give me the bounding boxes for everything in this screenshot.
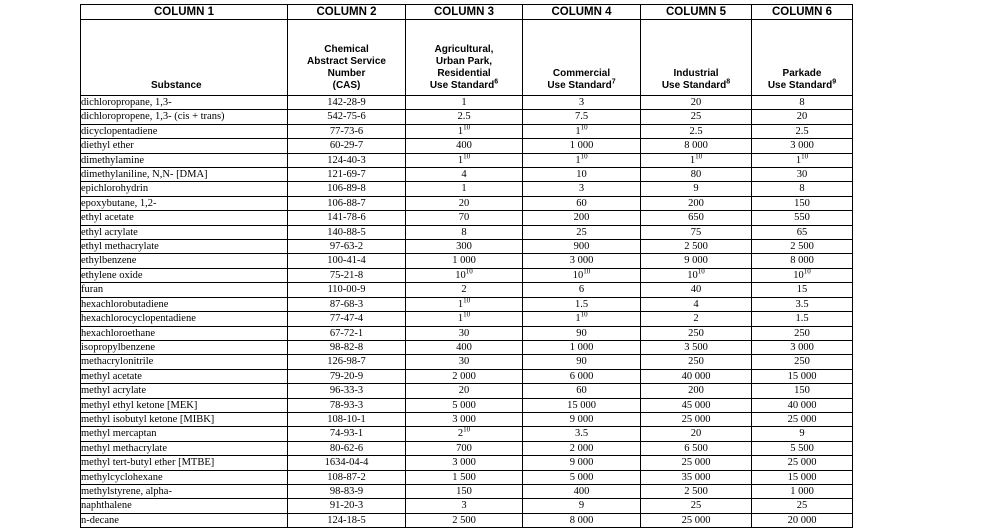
- table-row: [81, 254, 853, 268]
- standard-value-cell: 9: [523, 499, 641, 513]
- table-row: [81, 499, 853, 513]
- substance-cell: ethyl acrylate: [81, 225, 288, 239]
- footnote-ref: 7: [611, 78, 616, 86]
- standard-value-cell: 150: [752, 196, 853, 210]
- standard-value-cell: 8: [752, 96, 853, 110]
- substance-cell: ethylbenzene: [81, 254, 288, 268]
- footnote-ref: 10: [697, 267, 705, 276]
- column-number: COLUMN 4: [523, 5, 641, 20]
- cas-cell: 141-78-6: [288, 211, 406, 225]
- substance-header: [81, 20, 288, 96]
- cas-cell: 77-47-4: [288, 312, 406, 326]
- header-line: Industrial: [673, 68, 719, 79]
- table-row: [81, 513, 853, 527]
- substance-cell: methylstyrene, alpha-: [81, 484, 288, 498]
- cas-cell: 80-62-6: [288, 441, 406, 455]
- standard-value-cell: 3: [523, 182, 641, 196]
- standard-value-cell: 700: [406, 441, 523, 455]
- standard-value-cell: 8 000: [752, 254, 853, 268]
- standard-value-cell: 1 000: [406, 254, 523, 268]
- standard-value-cell: 40 000: [752, 398, 853, 412]
- table-row: [81, 470, 853, 484]
- standard-value-cell: 60: [523, 196, 641, 210]
- substance-cell: hexachloroethane: [81, 326, 288, 340]
- standard-value-cell: 9 000: [523, 456, 641, 470]
- standard-value-cell: 15: [752, 283, 853, 297]
- footnote-ref: 10: [463, 310, 471, 319]
- standard-value-cell: 2 500: [641, 240, 752, 254]
- standard-value-cell: 2.5: [406, 110, 523, 124]
- standard-value-cell: $1^{10}$: [523, 153, 641, 167]
- standard-value-cell: 6: [523, 283, 641, 297]
- footnote-ref: 10: [695, 152, 703, 161]
- substance-cell: diethyl ether: [81, 139, 288, 153]
- commercial-standard-header: [523, 20, 641, 96]
- standard-value-cell: $10^{10}$: [752, 268, 853, 282]
- cas-cell: 100-41-4: [288, 254, 406, 268]
- standard-value-cell: 8 000: [523, 513, 641, 527]
- standard-value-cell: 20: [752, 110, 853, 124]
- header-line: Use Standard: [547, 80, 612, 91]
- standard-value-cell: 3.5: [752, 297, 853, 311]
- standard-value-cell: 250: [641, 326, 752, 340]
- table-body: [81, 96, 853, 528]
- standard-value-cell: 20: [641, 427, 752, 441]
- footnote-ref: 10: [463, 425, 471, 434]
- standard-value-cell: $1^{10}$: [641, 153, 752, 167]
- cas-cell: 106-88-7: [288, 196, 406, 210]
- footnote-ref: 10: [580, 152, 588, 161]
- standard-value-cell: 6 000: [523, 369, 641, 383]
- table-row: [81, 240, 853, 254]
- table-row: [81, 412, 853, 426]
- header-line: Use Standard: [767, 80, 833, 91]
- standard-value-cell: 1 500: [406, 470, 523, 484]
- standard-value-cell: $1^{10}$: [406, 153, 523, 167]
- standard-value-cell: 40: [641, 283, 752, 297]
- standard-value-cell: 150: [752, 384, 853, 398]
- standard-value-cell: $1^{10}$: [406, 297, 523, 311]
- standard-value-cell: 9: [641, 182, 752, 196]
- substance-cell: hexachlorocyclopentadiene: [81, 312, 288, 326]
- table-row: [81, 326, 853, 340]
- standard-value-cell: 15 000: [523, 398, 641, 412]
- table-row: [81, 168, 853, 182]
- standard-value-cell: 70: [406, 211, 523, 225]
- table-row: [81, 110, 853, 124]
- standard-value-cell: 35 000: [641, 470, 752, 484]
- standard-value-cell: 4: [641, 297, 752, 311]
- substance-cell: methylcyclohexane: [81, 470, 288, 484]
- table-row: [81, 297, 853, 311]
- cas-cell: 78-93-3: [288, 398, 406, 412]
- standard-value-cell: 1: [406, 96, 523, 110]
- standard-value-cell: 9 000: [523, 412, 641, 426]
- cas-cell: 91-20-3: [288, 499, 406, 513]
- substance-cell: furan: [81, 283, 288, 297]
- table-row: [81, 484, 853, 498]
- standard-value-cell: 1: [406, 182, 523, 196]
- standards-table: [80, 4, 853, 528]
- footnote-ref: 10: [465, 267, 473, 276]
- standard-value-cell: 3 500: [641, 340, 752, 354]
- standard-value-cell: 900: [523, 240, 641, 254]
- substance-cell: methyl isobutyl ketone [MIBK]: [81, 412, 288, 426]
- substance-cell: dichloropropene, 1,3- (cis + trans): [81, 110, 288, 124]
- header-line: Residential: [437, 68, 491, 79]
- cas-cell: 124-18-5: [288, 513, 406, 527]
- header-line: Abstract Service: [307, 56, 386, 67]
- industrial-standard-header: [641, 20, 752, 96]
- footnote-ref: 6: [494, 78, 499, 86]
- parkade-standard-header: [752, 20, 853, 96]
- standard-value-cell: 550: [752, 211, 853, 225]
- substance-cell: n-decane: [81, 513, 288, 527]
- table-row: [81, 427, 853, 441]
- cas-cell: 142-28-9: [288, 96, 406, 110]
- standard-value-cell: 3 000: [523, 254, 641, 268]
- standard-value-cell: 2 500: [641, 484, 752, 498]
- standard-value-cell: 6 500: [641, 441, 752, 455]
- standard-value-cell: 200: [641, 196, 752, 210]
- standard-value-cell: 7.5: [523, 110, 641, 124]
- standard-value-cell: 25: [523, 225, 641, 239]
- standard-value-cell: 20: [406, 196, 523, 210]
- standard-value-cell: 8: [406, 225, 523, 239]
- standard-value-cell: 15 000: [752, 369, 853, 383]
- standard-value-cell: 20 000: [752, 513, 853, 527]
- cas-cell: 542-75-6: [288, 110, 406, 124]
- standard-value-cell: 30: [406, 326, 523, 340]
- standard-value-cell: 5 000: [406, 398, 523, 412]
- standard-value-cell: $1^{10}$: [523, 124, 641, 138]
- cas-cell: 87-68-3: [288, 297, 406, 311]
- substance-cell: isopropylbenzene: [81, 340, 288, 354]
- header-line: Chemical: [324, 44, 369, 55]
- header-line: Use Standard: [429, 80, 495, 91]
- cas-cell: 98-82-8: [288, 340, 406, 354]
- standard-value-cell: 400: [406, 139, 523, 153]
- column-number: COLUMN 2: [288, 5, 406, 20]
- standard-value-cell: 1 000: [523, 139, 641, 153]
- standard-value-cell: $2^{10}$: [406, 427, 523, 441]
- substance-cell: epoxybutane, 1,2-: [81, 196, 288, 210]
- cas-cell: 126-98-7: [288, 355, 406, 369]
- standard-value-cell: 1 000: [752, 484, 853, 498]
- cas-header: [288, 20, 406, 96]
- standard-value-cell: 25 000: [641, 456, 752, 470]
- table-row: [81, 139, 853, 153]
- footnote-ref: 10: [803, 267, 811, 276]
- substance-cell: methyl acrylate: [81, 384, 288, 398]
- standard-value-cell: 400: [523, 484, 641, 498]
- substance-cell: methyl ethyl ketone [MEK]: [81, 398, 288, 412]
- cas-cell: 108-10-1: [288, 412, 406, 426]
- standard-value-cell: 3: [406, 499, 523, 513]
- header-line: Agricultural,: [434, 44, 494, 55]
- standard-value-cell: 9 000: [641, 254, 752, 268]
- standard-value-cell: 30: [752, 168, 853, 182]
- standard-value-cell: 45 000: [641, 398, 752, 412]
- standard-value-cell: $1^{10}$: [406, 312, 523, 326]
- standard-value-cell: 25 000: [752, 456, 853, 470]
- substance-cell: hexachlorobutadiene: [81, 297, 288, 311]
- table-row: [81, 153, 853, 167]
- substance-cell: dichloropropane, 1,3-: [81, 96, 288, 110]
- footnote-ref: 10: [801, 152, 809, 161]
- cas-cell: 67-72-1: [288, 326, 406, 340]
- standard-value-cell: 5 500: [752, 441, 853, 455]
- cas-cell: 74-93-1: [288, 427, 406, 441]
- standard-value-cell: 400: [406, 340, 523, 354]
- standard-value-cell: $10^{10}$: [641, 268, 752, 282]
- header-line: Parkade: [782, 68, 822, 79]
- footnote-ref: 10: [583, 267, 591, 276]
- column-header-row: [81, 20, 853, 96]
- standard-value-cell: 4: [406, 168, 523, 182]
- standard-value-cell: 80: [641, 168, 752, 182]
- standard-value-cell: 60: [523, 384, 641, 398]
- column-number-row: [81, 5, 853, 20]
- substance-cell: dicyclopentadiene: [81, 124, 288, 138]
- standard-value-cell: $10^{10}$: [523, 268, 641, 282]
- standard-value-cell: 9: [752, 427, 853, 441]
- table-row: [81, 398, 853, 412]
- cas-cell: 97-63-2: [288, 240, 406, 254]
- table-row: [81, 441, 853, 455]
- standard-value-cell: 25 000: [641, 513, 752, 527]
- substance-cell: methyl tert-butyl ether [MTBE]: [81, 456, 288, 470]
- table-row: [81, 96, 853, 110]
- standard-value-cell: 3: [523, 96, 641, 110]
- standard-value-cell: 250: [641, 355, 752, 369]
- cas-cell: 77-73-6: [288, 124, 406, 138]
- standard-value-cell: 25: [641, 499, 752, 513]
- header-line: Urban Park,: [435, 56, 493, 67]
- table-row: [81, 182, 853, 196]
- column-number: COLUMN 5: [641, 5, 752, 20]
- cas-cell: 1634-04-4: [288, 456, 406, 470]
- standard-value-cell: 25 000: [752, 412, 853, 426]
- standard-value-cell: $1^{10}$: [406, 124, 523, 138]
- standard-value-cell: 20: [641, 96, 752, 110]
- standard-value-cell: $1^{10}$: [752, 153, 853, 167]
- cas-cell: 140-88-5: [288, 225, 406, 239]
- cas-cell: 79-20-9: [288, 369, 406, 383]
- substance-cell: dimethylaniline, N,N- [DMA]: [81, 168, 288, 182]
- cas-cell: 110-00-9: [288, 283, 406, 297]
- standard-value-cell: 3 000: [406, 456, 523, 470]
- standard-value-cell: 2 500: [406, 513, 523, 527]
- standard-value-cell: 25: [641, 110, 752, 124]
- standard-value-cell: 2.5: [752, 124, 853, 138]
- cas-cell: 75-21-8: [288, 268, 406, 282]
- standard-value-cell: 1 000: [523, 340, 641, 354]
- table-row: [81, 340, 853, 354]
- standard-value-cell: 250: [752, 355, 853, 369]
- standard-value-cell: 200: [641, 384, 752, 398]
- footnote-ref: 8: [726, 78, 731, 86]
- table-row: [81, 369, 853, 383]
- column-number: COLUMN 3: [406, 5, 523, 20]
- standard-value-cell: 10: [523, 168, 641, 182]
- substance-cell: ethylene oxide: [81, 268, 288, 282]
- standard-value-cell: 3 000: [406, 412, 523, 426]
- table-row: [81, 225, 853, 239]
- table-row: [81, 384, 853, 398]
- standard-value-cell: 40 000: [641, 369, 752, 383]
- table-row: [81, 196, 853, 210]
- standard-value-cell: 15 000: [752, 470, 853, 484]
- header-line: Substance: [151, 80, 202, 91]
- substance-cell: methyl mercaptan: [81, 427, 288, 441]
- cas-cell: 98-83-9: [288, 484, 406, 498]
- table-row: [81, 268, 853, 282]
- footnote-ref: 10: [580, 310, 588, 319]
- header-line: Use Standard: [661, 80, 727, 91]
- standard-value-cell: 90: [523, 326, 641, 340]
- standard-value-cell: 650: [641, 211, 752, 225]
- header-line: Commercial: [552, 68, 611, 79]
- standard-value-cell: 75: [641, 225, 752, 239]
- standard-value-cell: 1.5: [523, 297, 641, 311]
- standard-value-cell: 300: [406, 240, 523, 254]
- standard-value-cell: 25 000: [641, 412, 752, 426]
- cas-cell: 106-89-8: [288, 182, 406, 196]
- substance-cell: methyl acetate: [81, 369, 288, 383]
- footnote-ref: 10: [580, 123, 588, 132]
- cas-cell: 124-40-3: [288, 153, 406, 167]
- substance-cell: naphthalene: [81, 499, 288, 513]
- header-line: (CAS): [332, 80, 361, 91]
- cas-cell: 60-29-7: [288, 139, 406, 153]
- cas-cell: 108-87-2: [288, 470, 406, 484]
- standard-value-cell: 200: [523, 211, 641, 225]
- standard-value-cell: 2 000: [406, 369, 523, 383]
- substance-cell: methacrylonitrile: [81, 355, 288, 369]
- standard-value-cell: 2 500: [752, 240, 853, 254]
- standard-value-cell: 65: [752, 225, 853, 239]
- standard-value-cell: $10^{10}$: [406, 268, 523, 282]
- table-row: [81, 355, 853, 369]
- table-row: [81, 211, 853, 225]
- standard-value-cell: 30: [406, 355, 523, 369]
- table-row: [81, 124, 853, 138]
- cas-cell: 96-33-3: [288, 384, 406, 398]
- standard-value-cell: 250: [752, 326, 853, 340]
- substance-cell: epichlorohydrin: [81, 182, 288, 196]
- footnote-ref: 9: [832, 78, 837, 86]
- agricultural-standard-header: [406, 20, 523, 96]
- standard-value-cell: 8: [752, 182, 853, 196]
- standard-value-cell: 5 000: [523, 470, 641, 484]
- standard-value-cell: 2 000: [523, 441, 641, 455]
- standard-value-cell: 25: [752, 499, 853, 513]
- standard-value-cell: 3.5: [523, 427, 641, 441]
- standard-value-cell: 2: [406, 283, 523, 297]
- substance-cell: ethyl acetate: [81, 211, 288, 225]
- standard-value-cell: 3 000: [752, 139, 853, 153]
- substance-cell: dimethylamine: [81, 153, 288, 167]
- column-number: COLUMN 1: [81, 5, 288, 20]
- table-row: [81, 456, 853, 470]
- table-row: [81, 312, 853, 326]
- header-line: Number: [327, 68, 366, 79]
- footnote-ref: 10: [463, 296, 471, 305]
- substance-cell: methyl methacrylate: [81, 441, 288, 455]
- standard-value-cell: $1^{10}$: [523, 312, 641, 326]
- footnote-ref: 10: [463, 123, 471, 132]
- standard-value-cell: 90: [523, 355, 641, 369]
- standard-value-cell: 3 000: [752, 340, 853, 354]
- substance-cell: ethyl methacrylate: [81, 240, 288, 254]
- standard-value-cell: 2.5: [641, 124, 752, 138]
- cas-cell: 121-69-7: [288, 168, 406, 182]
- standard-value-cell: 8 000: [641, 139, 752, 153]
- column-number: COLUMN 6: [752, 5, 853, 20]
- table-row: [81, 283, 853, 297]
- standard-value-cell: 150: [406, 484, 523, 498]
- footnote-ref: 10: [463, 152, 471, 161]
- standard-value-cell: 20: [406, 384, 523, 398]
- standard-value-cell: 1.5: [752, 312, 853, 326]
- standard-value-cell: 2: [641, 312, 752, 326]
